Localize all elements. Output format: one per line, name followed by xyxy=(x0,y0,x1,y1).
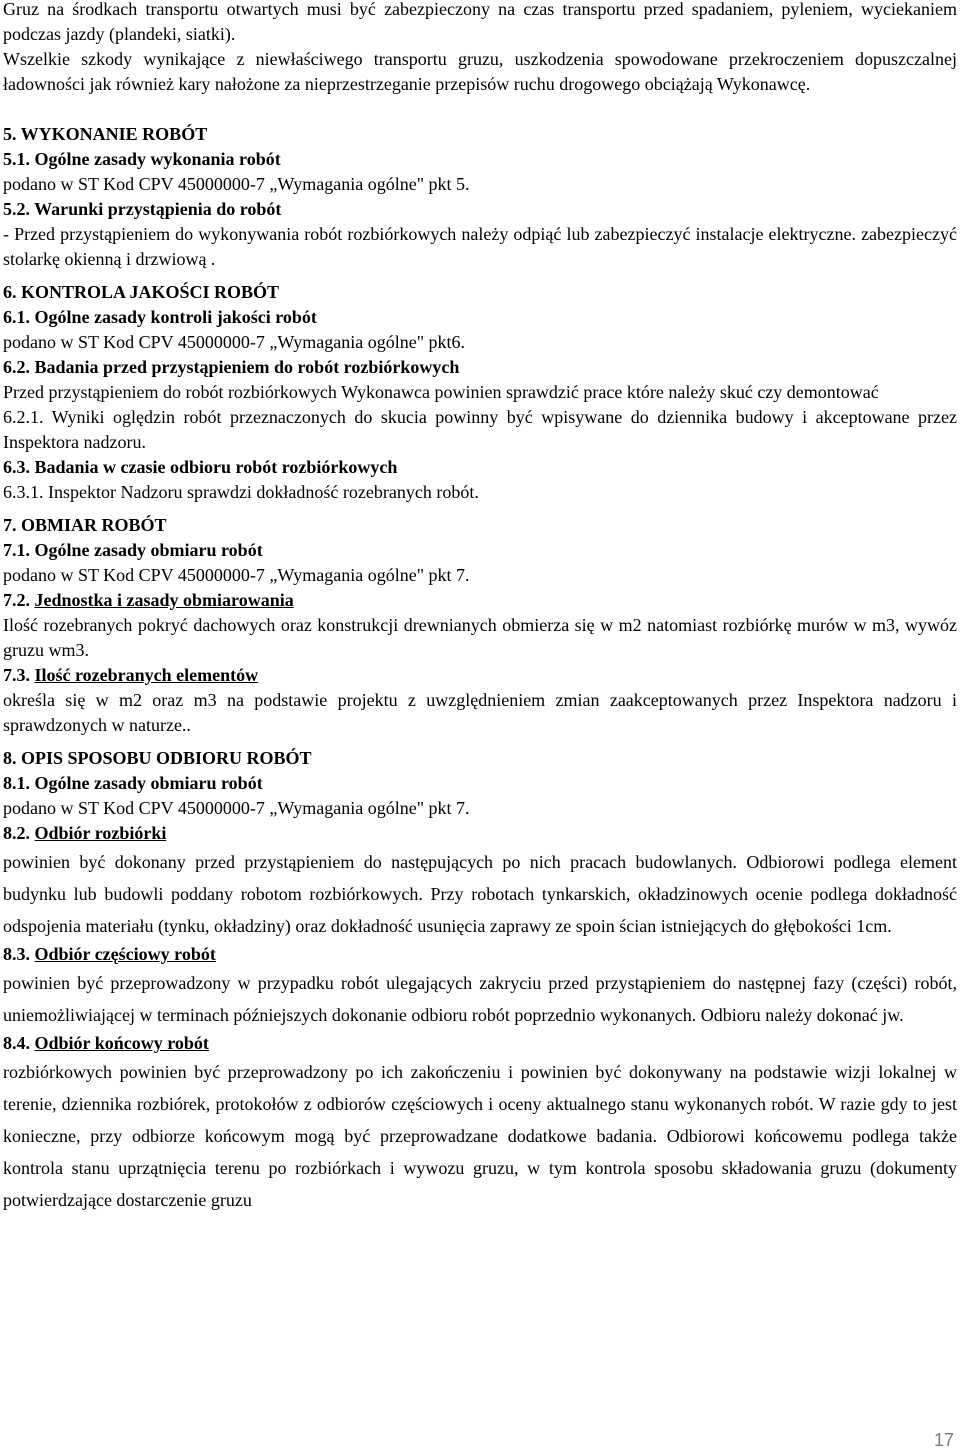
page-number: 17 xyxy=(933,1430,954,1450)
section-5-heading: 5. WYKONANIE ROBÓT xyxy=(3,124,208,144)
spacer xyxy=(3,738,957,746)
section-8-3-heading xyxy=(3,942,957,967)
section-8-4-heading xyxy=(3,1031,957,1056)
section-8-3-number: 8.3. xyxy=(3,944,35,964)
section-7-2-text: Ilość rozebranych pokryć dachowych oraz konstrukcji drewnianych obmierza się w m2 natomiast rozbiórkę murów w m3, wywóz gruzu wm3. xyxy=(3,615,957,660)
section-7-3-title: Ilość rozebranych elementów xyxy=(34,665,259,685)
section-8-2-title: Odbiór rozbiórki xyxy=(34,823,167,843)
section-7-1-text: podano w ST Kod CPV 45000000-7 „Wymagania ogólne" pkt 7. xyxy=(3,565,470,585)
intro-paragraph-damages: Wszelkie szkody wynikające z niewłaściwego transportu gruzu, uszkodzenia spowodowane przekroczeniem dopuszczalnej ładowności jak również kary nałożone za nieprzestrzeganie przepisów ruchu drogowego obciążają Wykonawcę. xyxy=(3,49,957,94)
section-8-2-heading xyxy=(3,821,957,846)
section-5-1-heading: 5.1. Ogólne zasady wykonania robót xyxy=(3,149,281,169)
section-6-2-text: Przed przystąpieniem do robót rozbiórkowych Wykonawca powinien sprawdzić prace które należy skuć czy demontować xyxy=(3,382,879,402)
section-8-heading: 8. OPIS SPOSOBU ODBIORU ROBÓT xyxy=(3,748,312,768)
section-7-heading: 7. OBMIAR ROBÓT xyxy=(3,515,167,535)
section-6-3-heading: 6.3. Badania w czasie odbioru robót rozbiórkowych xyxy=(3,457,398,477)
section-5-1-text: podano w ST Kod CPV 45000000-7 „Wymagania ogólne" pkt 5. xyxy=(3,174,470,194)
section-8-4-number: 8.4. xyxy=(3,1033,35,1053)
section-8-2-text: powinien być dokonany przed przystąpieniem do następujących po nich pracach budowlanych. Odbiorowi podlega element budynku lub budowli poddany robotom rozbiórkowych. Przy robotach tynkarskich, okładzinowych ocenie podlega dokładność odspojenia materiału (tynku, okładziny) oraz dokładność usunięcia zaprawy ze spoin ścian istniejących do głębokości 1cm. xyxy=(3,852,957,936)
spacer xyxy=(3,505,957,513)
page-content xyxy=(3,0,957,1216)
section-7-2-title: Jednostka i zasady obmiarowania xyxy=(34,590,294,610)
section-7-2-number: 7.2. xyxy=(3,590,35,610)
section-7-2-heading xyxy=(3,588,957,613)
section-7-1-heading: 7.1. Ogólne zasady obmiaru robót xyxy=(3,540,263,560)
spacer xyxy=(3,97,957,122)
section-7-3-number: 7.3. xyxy=(3,665,35,685)
section-8-3-text: powinien być przeprowadzony w przypadku robót ulegających zakryciu przed przystąpieniem do następnej fazy (części) robót, uniemożliwiającej w terminach późniejszych dokonanie odbioru robót poprzednio wykonanych. Odbioru należy dokonać jw. xyxy=(3,973,957,1025)
section-6-1-text: podano w ST Kod CPV 45000000-7 „Wymagania ogólne" pkt6. xyxy=(3,332,466,352)
section-8-3-title: Odbiór częściowy robót xyxy=(34,944,216,964)
section-8-4-title: Odbiór końcowy robót xyxy=(34,1033,209,1053)
section-5-2-heading: 5.2. Warunki przystąpienia do robót xyxy=(3,199,282,219)
spacer xyxy=(3,272,957,280)
section-7-3-text: określa się w m2 oraz m3 na podstawie projektu z uwzględnieniem zmian zaakceptowanych przez Inspektora nadzoru i sprawdzonych w naturze.. xyxy=(3,690,957,735)
section-5-2-text: - Przed przystąpieniem do wykonywania robót rozbiórkowych należy odpiąć lub zabezpieczyć instalacje elektryczne. zabezpieczyć stolarkę okienną i drzwiową . xyxy=(3,224,957,269)
section-6-2-heading: 6.2. Badania przed przystąpieniem do robót rozbiórkowych xyxy=(3,357,460,377)
section-7-3-heading xyxy=(3,663,957,688)
section-6-3-1-text: 6.3.1. Inspektor Nadzoru sprawdzi dokładność rozebranych robót. xyxy=(3,482,479,502)
section-8-4-text: rozbiórkowych powinien być przeprowadzony po ich zakończeniu i powinien być dokonywany na podstawie wizji lokalnej w terenie, dziennika rozbiórek, protokołów z odbiorów częściowych i oceny aktualnego stanu wykonanych robót. W razie gdy to jest konieczne, przy odbiorze końcowym mogą być przeprowadzane dodatkowe badania. Odbiorowi końcowemu podlega także kontrola stanu uprzątnięcia terenu po rozbiórkach i wywozu gruzu, w tym kontrola sposobu składowania gruzu (dokumenty potwierdzające dostarczenie gruzu xyxy=(3,1062,957,1210)
intro-paragraph-transport: Gruz na środkach transportu otwartych musi być zabezpieczony na czas transportu przed spadaniem, pyleniem, wyciekaniem podczas jazdy (plandeki, siatki). xyxy=(3,0,957,44)
section-6-2-1-text: 6.2.1. Wyniki oględzin robót przeznaczonych do skucia powinny być wpisywane do dziennika budowy i akceptowane przez Inspektora nadzoru. xyxy=(3,407,957,452)
section-8-1-text: podano w ST Kod CPV 45000000-7 „Wymagania ogólne" pkt 7. xyxy=(3,798,470,818)
section-8-2-number: 8.2. xyxy=(3,823,35,843)
section-6-heading: 6. KONTROLA JAKOŚCI ROBÓT xyxy=(3,282,280,302)
section-8-1-heading: 8.1. Ogólne zasady obmiaru robót xyxy=(3,773,263,793)
section-6-1-heading: 6.1. Ogólne zasady kontroli jakości robót xyxy=(3,307,317,327)
